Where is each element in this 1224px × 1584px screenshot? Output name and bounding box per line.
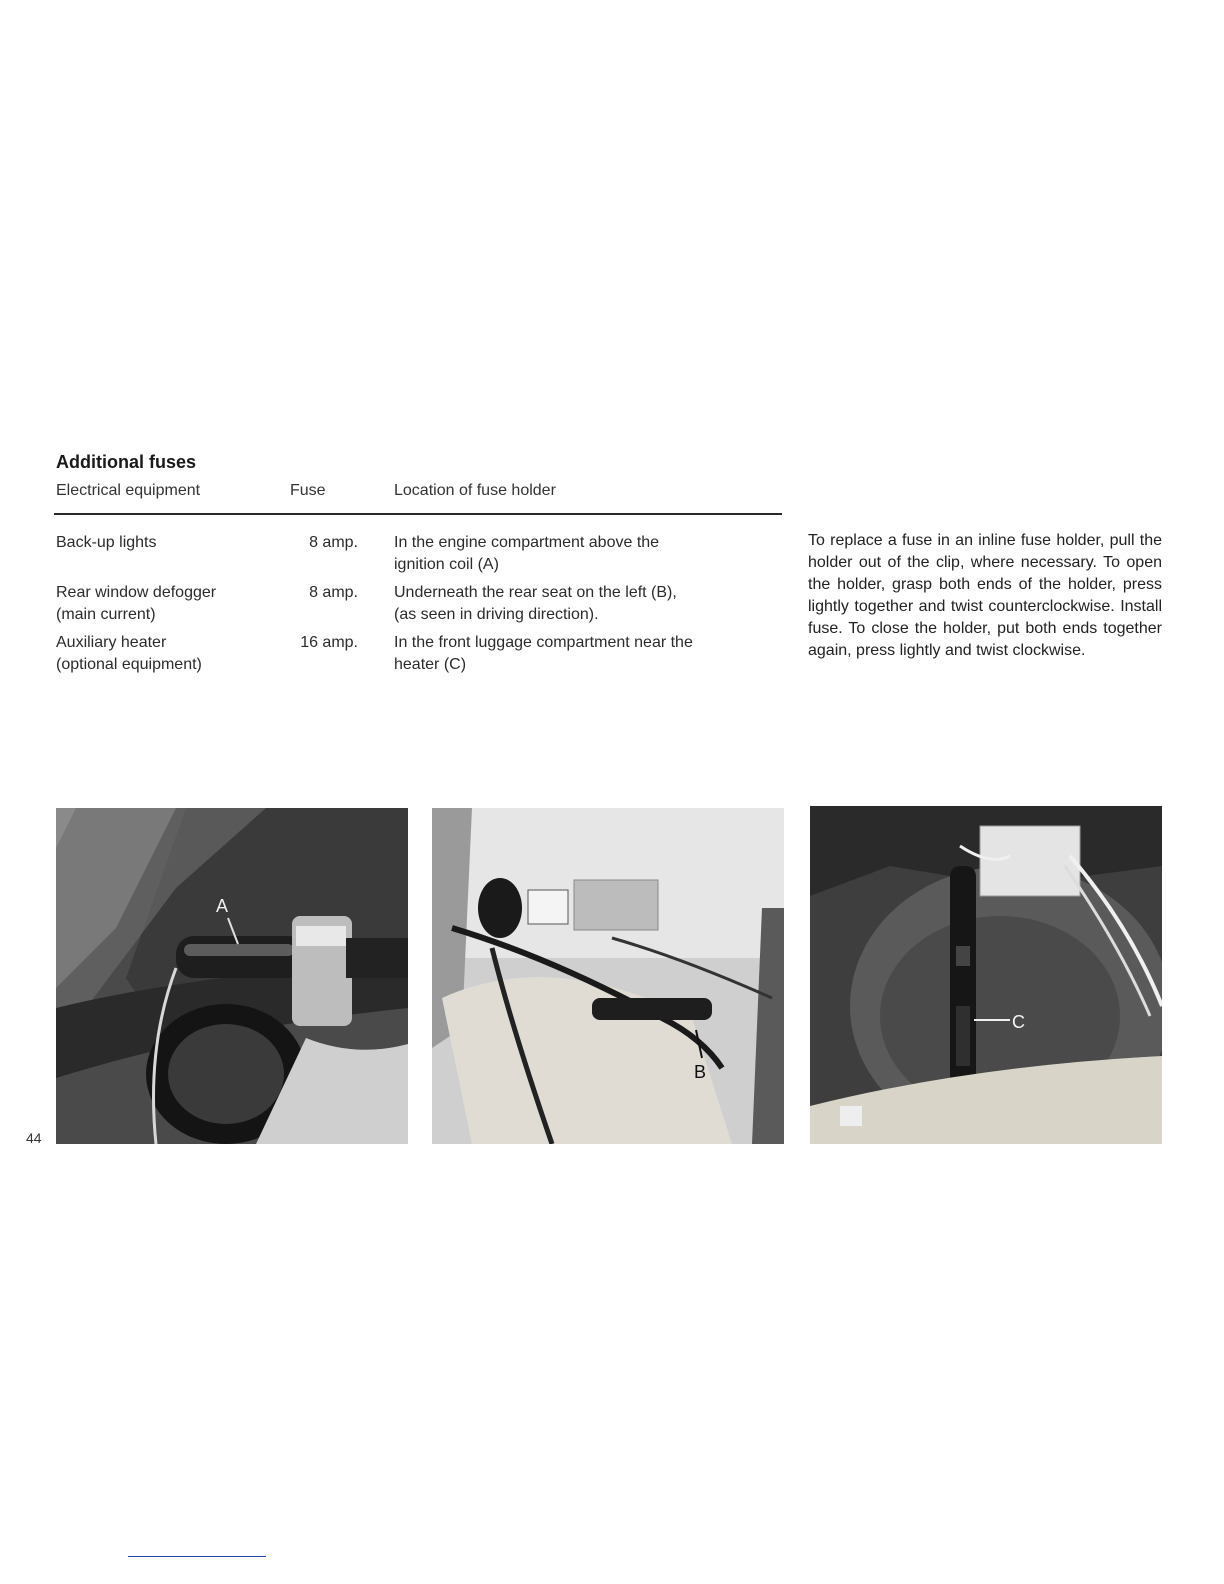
fuse-cell: 16 amp. [300, 634, 358, 651]
page-number: 44 [26, 1130, 42, 1146]
location-cell: Underneath the rear seat on the left (B), (as seen in driving direction). [394, 584, 677, 623]
header-equipment: Electrical equipment [56, 482, 201, 499]
location-cell: In the engine compartment above the ignition coil (A) [394, 534, 660, 573]
photo-engine-compartment [56, 808, 408, 1144]
fuse-cell: 8 amp. [309, 584, 358, 601]
equipment-cell: Auxiliary heater (optional equipment) [56, 634, 202, 673]
photo-label-a: A [216, 896, 229, 916]
photo-rear-seat [432, 808, 784, 1144]
equipment-cell: Back-up lights [56, 534, 157, 551]
photo-label-b: B [694, 1062, 707, 1082]
header-location: Location of fuse holder [394, 482, 556, 499]
section-title: Additional fuses [56, 452, 197, 472]
fuse-cell: 8 amp. [309, 534, 358, 551]
photo-label-c: C [1012, 1012, 1025, 1032]
location-cell: In the front luggage compartment near the heater (C) [394, 634, 693, 673]
header-fuse: Fuse [290, 482, 326, 499]
header-rule [54, 513, 782, 515]
footer-rule [128, 1556, 266, 1557]
fuse-replacement-instructions: To replace a fuse in an inline fuse holder, pull the holder out of the clip, where necessary. To open the holder, grasp both ends of the holder, press lightly together and twist counterclockwise. Install fuse. To close the holder, put both ends together again, press lightly and twist clockwise. [808, 532, 1162, 659]
equipment-cell: Rear window defogger (main current) [56, 584, 217, 623]
photo-luggage-compartment [810, 806, 1162, 1144]
